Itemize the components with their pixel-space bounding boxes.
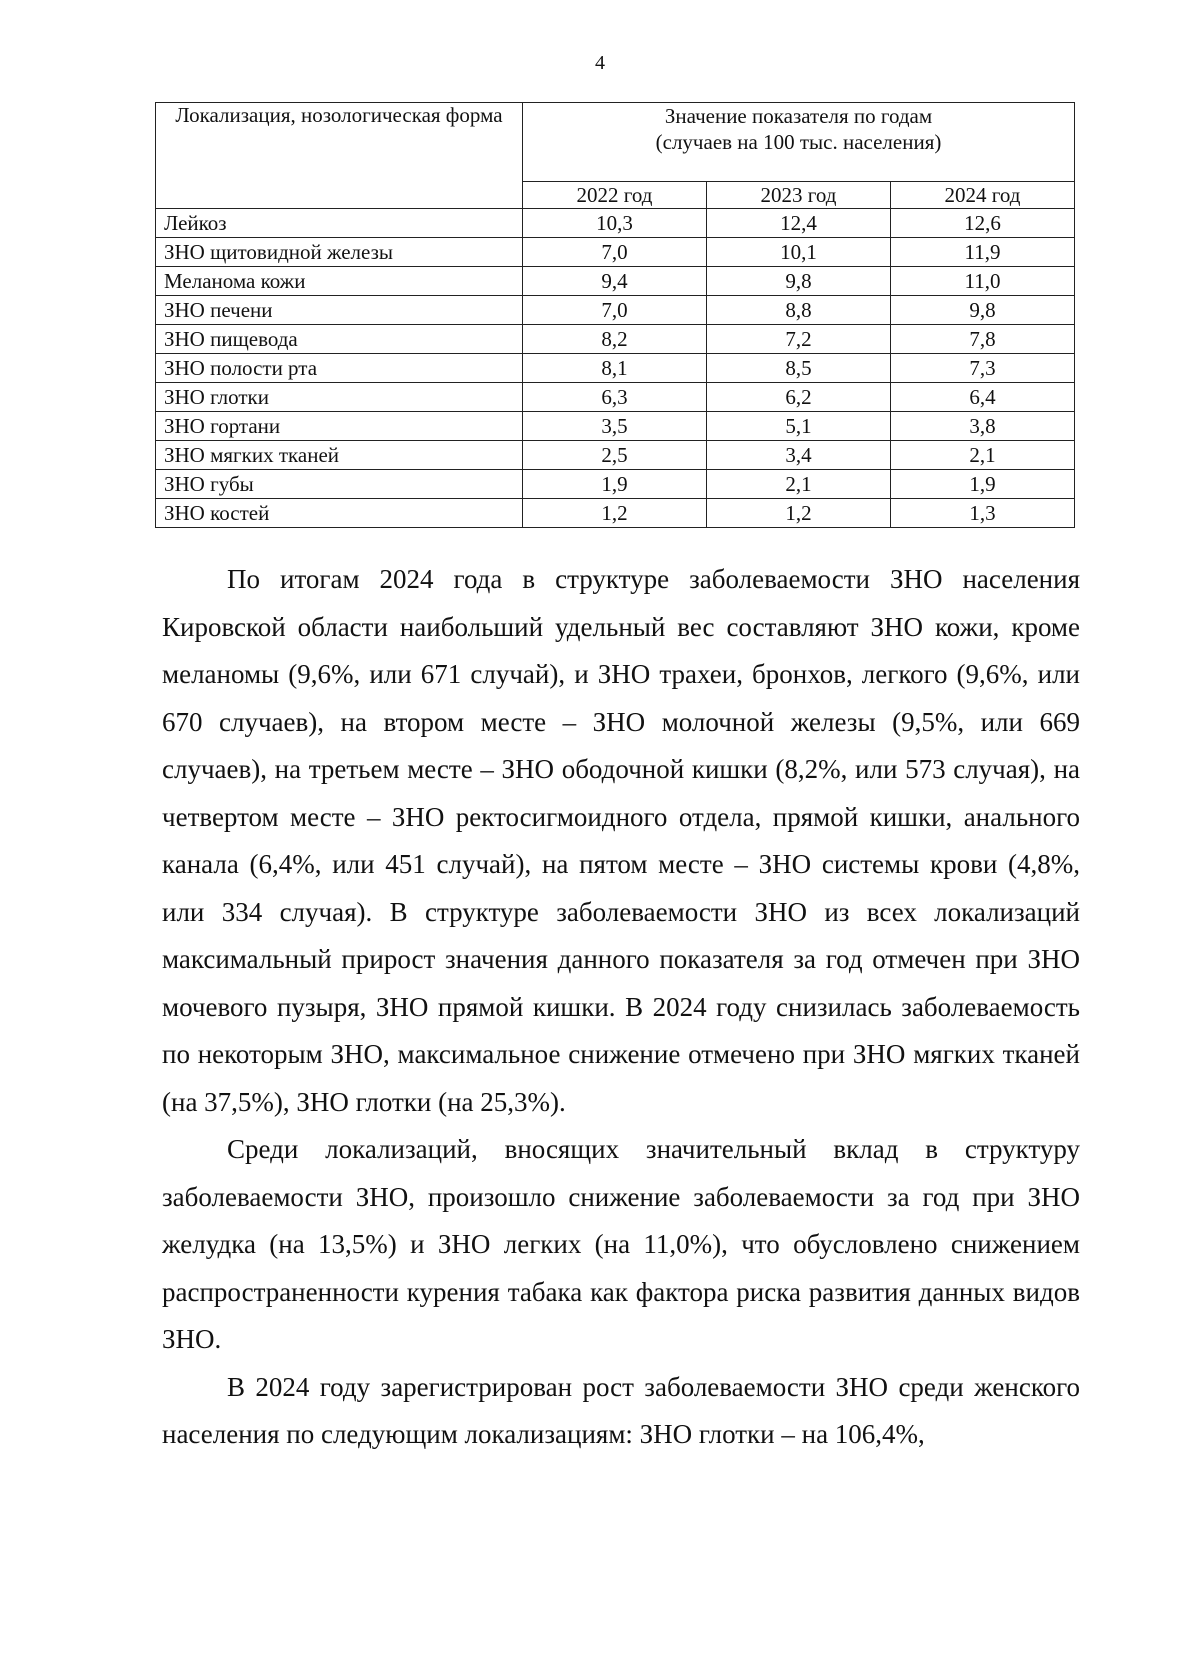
- cell-2023: 12,4: [707, 209, 891, 238]
- header-year-2023: 2023 год: [707, 182, 891, 209]
- paragraph-1: По итогам 2024 года в структуре заболеваемости ЗНО населения Кировской области наибольший удельный вес составляют ЗНО кожи, кроме меланомы (9,6%, или 671 случай), и ЗНО трахеи, бронхов, легкого (9,6%, или 670 случаев), на втором месте – ЗНО молочной железы (9,5%, или 669 случаев), на третьем месте – ЗНО ободочной кишки (8,2%, или 573 случая), на четвертом месте – ЗНО ректосигмоидного отдела, прямой кишки, анального канала (6,4%, или 451 случай), на пятом месте – ЗНО системы крови (4,8%, или 334 случая). В структуре заболеваемости ЗНО из всех локализаций максимальный прирост значения данного показателя за год отмечен при ЗНО мочевого пузыря, ЗНО прямой кишки. В 2024 году снизилась заболеваемость по некоторым ЗНО, максимальное снижение отмечено при ЗНО мягких тканей (на 37,5%), ЗНО глотки (на 25,3%).: [162, 564, 1080, 1117]
- paragraph-2: Среди локализаций, вносящих значительный вклад в структуру заболеваемости ЗНО, произошло снижение заболеваемости за год при ЗНО желудка (на 13,5%) и ЗНО легких (на 11,0%), что обусловлено снижением распространенности курения табака как фактора риска развития данных видов ЗНО.: [162, 1134, 1080, 1354]
- header-values-line1: Значение показателя по годам: [664, 104, 933, 128]
- cell-location: ЗНО полости рта: [156, 354, 523, 383]
- header-year-2022: 2022 год: [523, 182, 707, 209]
- cell-2022: 7,0: [523, 296, 707, 325]
- table-row: [156, 499, 1075, 528]
- cell-location: Меланома кожи: [156, 267, 523, 296]
- cell-location: ЗНО печени: [156, 296, 523, 325]
- cell-2023: 7,2: [707, 325, 891, 354]
- cell-2024: 2,1: [891, 441, 1075, 470]
- table-row: [156, 325, 1075, 354]
- incidence-table: [155, 102, 1075, 528]
- cell-2022: 7,0: [523, 238, 707, 267]
- cell-2022: 3,5: [523, 412, 707, 441]
- cell-2023: 8,5: [707, 354, 891, 383]
- cell-location: Лейкоз: [156, 209, 523, 238]
- cell-2024: 6,4: [891, 383, 1075, 412]
- paragraph-3: В 2024 году зарегистрирован рост заболеваемости ЗНО среди женского населения по следующим локализациям: ЗНО глотки – на 106,4%,: [162, 1371, 1080, 1449]
- cell-2024: 7,8: [891, 325, 1075, 354]
- table-row: [156, 470, 1075, 499]
- cell-2022: 6,3: [523, 383, 707, 412]
- cell-2022: 9,4: [523, 267, 707, 296]
- table-row: [156, 296, 1075, 325]
- header-location: Локализация, нозологическая форма: [156, 103, 523, 209]
- cell-location: ЗНО пищевода: [156, 325, 523, 354]
- cell-2023: 8,8: [707, 296, 891, 325]
- table-row: [156, 267, 1075, 296]
- cell-2022: 1,9: [523, 470, 707, 499]
- cell-2022: 2,5: [523, 441, 707, 470]
- body-text: [162, 556, 1080, 1459]
- table-row: [156, 354, 1075, 383]
- cell-2022: 1,2: [523, 499, 707, 528]
- page-number: 4: [595, 52, 605, 74]
- header-values-line2: (случаев на 100 тыс. населения): [655, 130, 942, 155]
- cell-2024: 11,9: [891, 238, 1075, 267]
- table-row: [156, 209, 1075, 238]
- table-row: [156, 238, 1075, 267]
- table-row: [156, 383, 1075, 412]
- cell-2024: 12,6: [891, 209, 1075, 238]
- cell-2023: 6,2: [707, 383, 891, 412]
- cell-location: ЗНО гортани: [156, 412, 523, 441]
- cell-2023: 9,8: [707, 267, 891, 296]
- cell-2023: 1,2: [707, 499, 891, 528]
- cell-2023: 10,1: [707, 238, 891, 267]
- cell-2024: 1,3: [891, 499, 1075, 528]
- cell-2024: 3,8: [891, 412, 1075, 441]
- cell-2023: 2,1: [707, 470, 891, 499]
- cell-2023: 3,4: [707, 441, 891, 470]
- cell-location: ЗНО костей: [156, 499, 523, 528]
- header-values: [523, 103, 1075, 182]
- cell-location: ЗНО щитовидной железы: [156, 238, 523, 267]
- header-year-2024: 2024 год: [891, 182, 1075, 209]
- cell-location: ЗНО мягких тканей: [156, 441, 523, 470]
- cell-2022: 10,3: [523, 209, 707, 238]
- cell-2024: 11,0: [891, 267, 1075, 296]
- cell-2024: 1,9: [891, 470, 1075, 499]
- cell-location: ЗНО глотки: [156, 383, 523, 412]
- cell-2022: 8,1: [523, 354, 707, 383]
- table-row: [156, 441, 1075, 470]
- cell-2024: 9,8: [891, 296, 1075, 325]
- cell-2024: 7,3: [891, 354, 1075, 383]
- cell-2022: 8,2: [523, 325, 707, 354]
- cell-2023: 5,1: [707, 412, 891, 441]
- cell-location: ЗНО губы: [156, 470, 523, 499]
- table-row: [156, 412, 1075, 441]
